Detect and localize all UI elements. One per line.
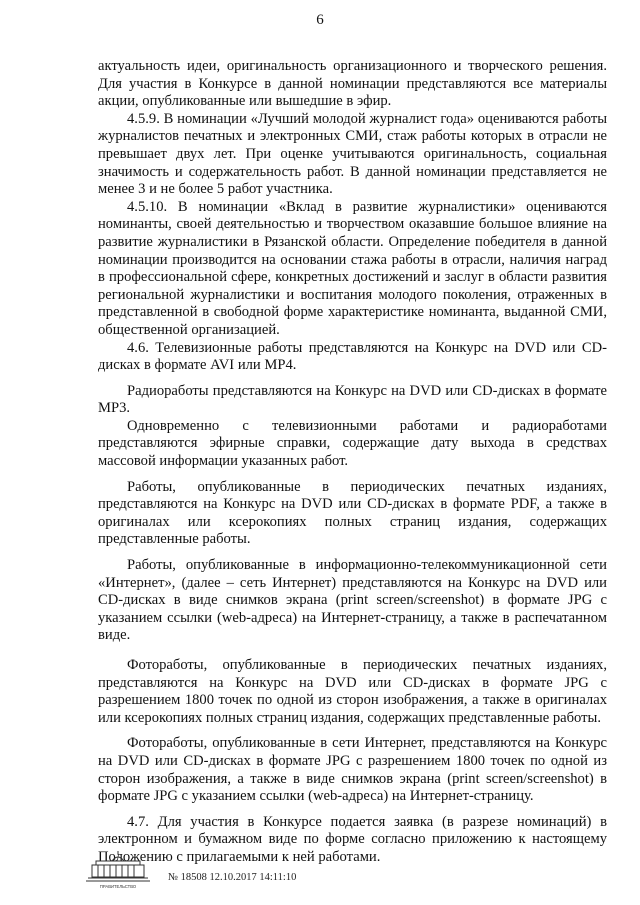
paragraph-broadcast-certificates: Одновременно с телевизионными работами и радиоработами представляются эфирные справки, содержащие дату выхода в средствах массовой информации указанных работ.	[98, 417, 607, 470]
government-building-logo	[82, 851, 154, 891]
page-number: 6	[316, 12, 324, 28]
paragraph-continuation: актуальность идеи, оригинальность организационного и творческого решения. Для участия в Конкурсе в данной номинации представляются все материалы акции, опубликованные или вышедшие в эфир.	[98, 58, 607, 110]
registration-stamp: № 18508 12.10.2017 14:11:10	[168, 872, 297, 883]
paragraph-internet-photos: Фоторaботы, опубликованные в сети Интернет, представляются на Конкурс на DVD или CD-дисках в формате JPG с разрешением 1800 точек по одной из сторон изображения, а также в виде снимков экрана (print screen/screenshot) в формате JPG с указанием ссылки (web-адреса) на Интернет-страницу.	[98, 735, 607, 805]
paragraph-4-5-10: 4.5.10. В номинации «Вклад в развитие журналистики» оцениваются номинанты, своей деятельностью и творчеством оказавшие большое влияние на развитие журналистики в Рязанской области. Определение победителя в данной номинации производится на основании стажа работы в отрасли, наличия наград в профессиональной сфере, конкретных достижений и заслуг в области развития региональной журналистики и воспитания молодого поколения, отраженных в представленной в свободной форме характеристике номинанта, выданной СМИ, общественной организацией.	[98, 198, 607, 338]
paragraph-4-7: 4.7. Для участия в Конкурсе подается заявка (в разрезе номинаций) в электронном и бумажном виде по форме согласно приложению к настоящему Положению с прилагаемыми к ней работами.	[98, 813, 607, 865]
document-body	[98, 58, 607, 867]
paragraph-internet-works: Работы, опубликованные в информационно-телекоммуникационной сети «Интернет», (далее – сеть Интернет) представляются на Конкурс на DVD или CD-дисках в виде снимков экрана (print screen/screenshot) в формате JPG с указанием ссылки (web-адреса) на Интернет-страницу, а также в распечатанном виде.	[98, 557, 607, 644]
paragraph-4-6: 4.6. Телевизионные работы представляются на Конкурс на DVD или CD-дисках в формате AVI или MP4.	[98, 339, 607, 374]
paragraph-print-works: Работы, опубликованные в периодических печатных изданиях, представляются на Конкурс на DVD или CD-дисках в формате PDF, а также в оригиналах или ксерокопиях полных страниц издания, содержащих представленные работы.	[98, 478, 607, 548]
paragraph-print-photos: Фоторaботы, опубликованные в периодических печатных изданиях, представляются на Конкурс на DVD или CD-дисках в формате JPG с разрешением 1800 точек по одной из сторон изображения, а также в оригиналах или ксерокопиях полных страниц издания, содержащих представленные работы.	[98, 657, 607, 726]
footer	[82, 851, 342, 891]
paragraph-radio-works: Радиоработы представляются на Конкурс на DVD или CD-дисках в формате MP3.	[98, 382, 607, 417]
paragraph-4-5-9: 4.5.9. В номинации «Лучший молодой журналист года» оцениваются работы журналистов печатных и электронных СМИ, стаж работы которых в отрасли не превышает двух лет. При оценке учитываются оригинальность, социальная значимость и содержательность работ. В данной номинации представляется не менее 3 и не более 5 работ участника.	[98, 110, 607, 198]
logo-text: ПРАВИТЕЛЬСТВО	[99, 884, 137, 889]
